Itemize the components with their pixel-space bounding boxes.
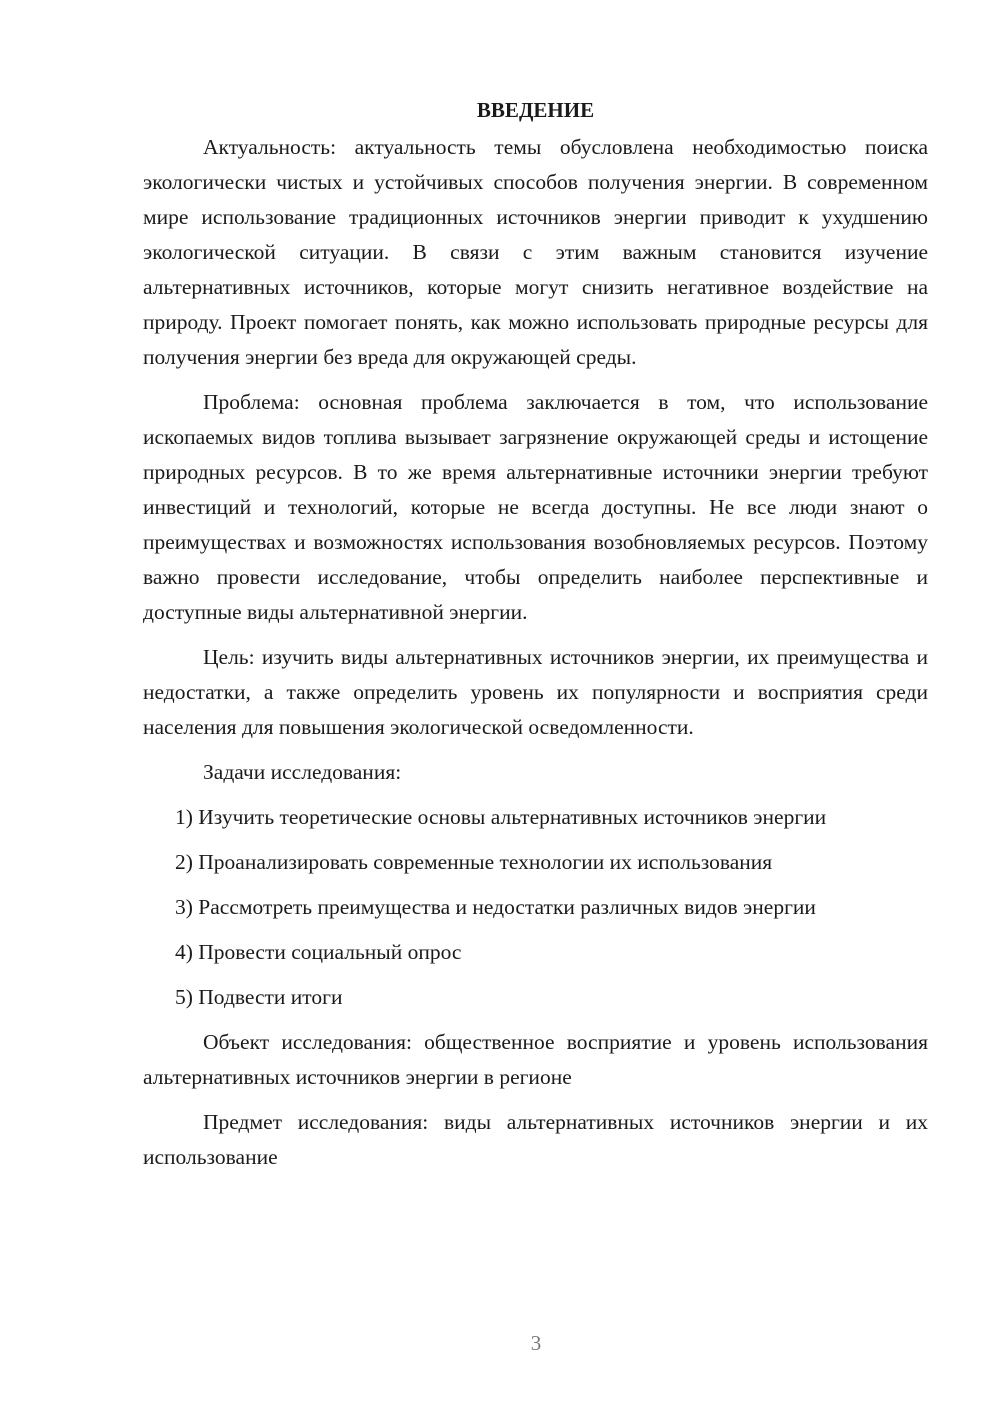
tasks-heading: Задачи исследования:	[203, 760, 402, 784]
task-item-4: 4) Провести социальный опрос	[175, 940, 462, 964]
paragraph-relevance: Актуальность: актуальность темы обусловлена необходимостью поиска экологически чистых и устойчивых способов получения энергии. В современном мире использование традиционных источников энергии приводит к ухудшению экологической ситуации. В связи с этим важным становится изучение альтернативных источников, которые могут снизить негативное воздействие на природу. Проект помогает понять, как можно использовать природные ресурсы для получения энергии без вреда для окружающей среды.	[143, 135, 928, 369]
page-number: 3	[530, 1331, 542, 1355]
task-item-5: 5) Подвести итоги	[175, 985, 343, 1009]
page-title: ВВЕДЕНИЕ	[476, 98, 595, 122]
tasks-list	[143, 800, 928, 1015]
paragraph-goal: Цель: изучить виды альтернативных источников энергии, их преимущества и недостатки, а также определить уровень их популярности и восприятия среди населения для повышения экологической осведомленности.	[143, 645, 928, 739]
paragraph-object: Объект исследования: общественное восприятие и уровень использования альтернативных источников энергии в регионе	[143, 1030, 928, 1089]
task-item-3: 3) Рассмотреть преимущества и недостатки различных видов энергии	[175, 895, 816, 919]
task-item-1: 1) Изучить теоретические основы альтернативных источников энергии	[175, 805, 827, 829]
task-item-2: 2) Проанализировать современные технологии их использования	[175, 850, 773, 874]
paragraph-problem: Проблема: основная проблема заключается в том, что использование ископаемых видов топлива вызывает загрязнение окружающей среды и истощение природных ресурсов. В то же время альтернативные источники энергии требуют инвестиций и технологий, которые не всегда доступны. Не все люди знают о преимуществах и возможностях использования возобновляемых ресурсов. Поэтому важно провести исследование, чтобы определить наиболее перспективные и доступные виды альтернативной энергии.	[143, 390, 928, 624]
document-page	[143, 92, 928, 1185]
paragraph-subject: Предмет исследования: виды альтернативных источников энергии и их использование	[143, 1110, 928, 1169]
